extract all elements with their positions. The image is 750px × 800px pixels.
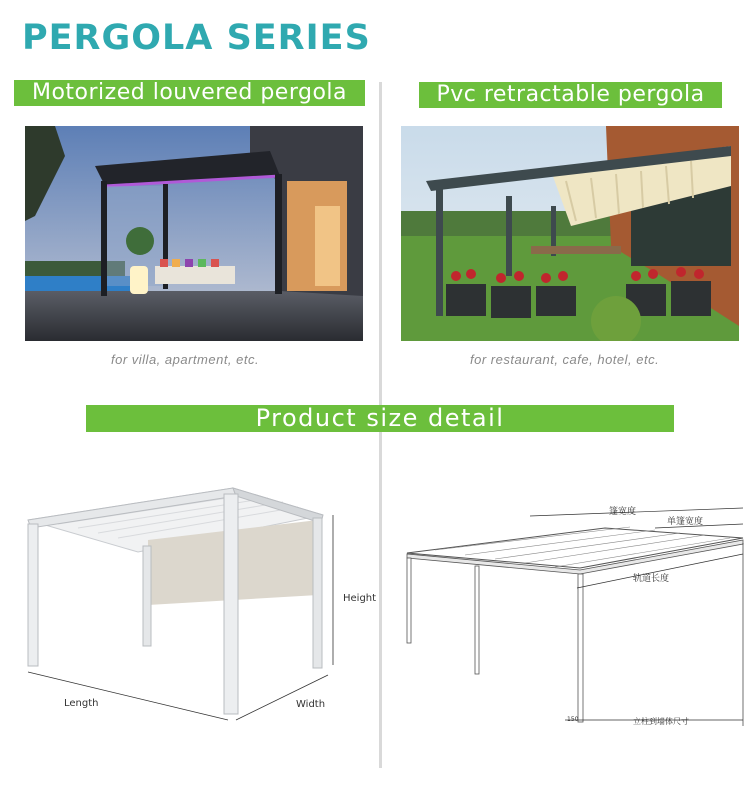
- product-size-banner: Product size detail: [86, 405, 674, 432]
- track-length-label: 轨道长度: [633, 574, 670, 584]
- single-width-label: 单篷宽度: [667, 517, 704, 527]
- width-label: Width: [296, 699, 326, 710]
- louvered-caption: for villa, apartment, etc.: [111, 352, 260, 367]
- louvered-size-diagram: [18, 480, 380, 730]
- pvc-caption: for restaurant, cafe, hotel, etc.: [470, 352, 660, 367]
- post-to-wall-label: 立柱到墙体尺寸: [633, 717, 689, 726]
- pvc-size-diagram: [395, 488, 750, 733]
- motorized-louvered-banner: Motorized louvered pergola: [14, 80, 365, 106]
- pvc-pergola-photo: [401, 126, 739, 341]
- small-dimension-label: 150: [567, 716, 579, 723]
- height-label: Height: [343, 593, 377, 604]
- page-title: PERGOLA SERIES: [22, 18, 371, 58]
- pvc-retractable-banner: Pvc retractable pergola: [419, 82, 722, 108]
- total-width-label: 篷宽度: [609, 507, 637, 517]
- length-label: Length: [64, 698, 99, 709]
- louvered-pergola-photo: [25, 126, 363, 341]
